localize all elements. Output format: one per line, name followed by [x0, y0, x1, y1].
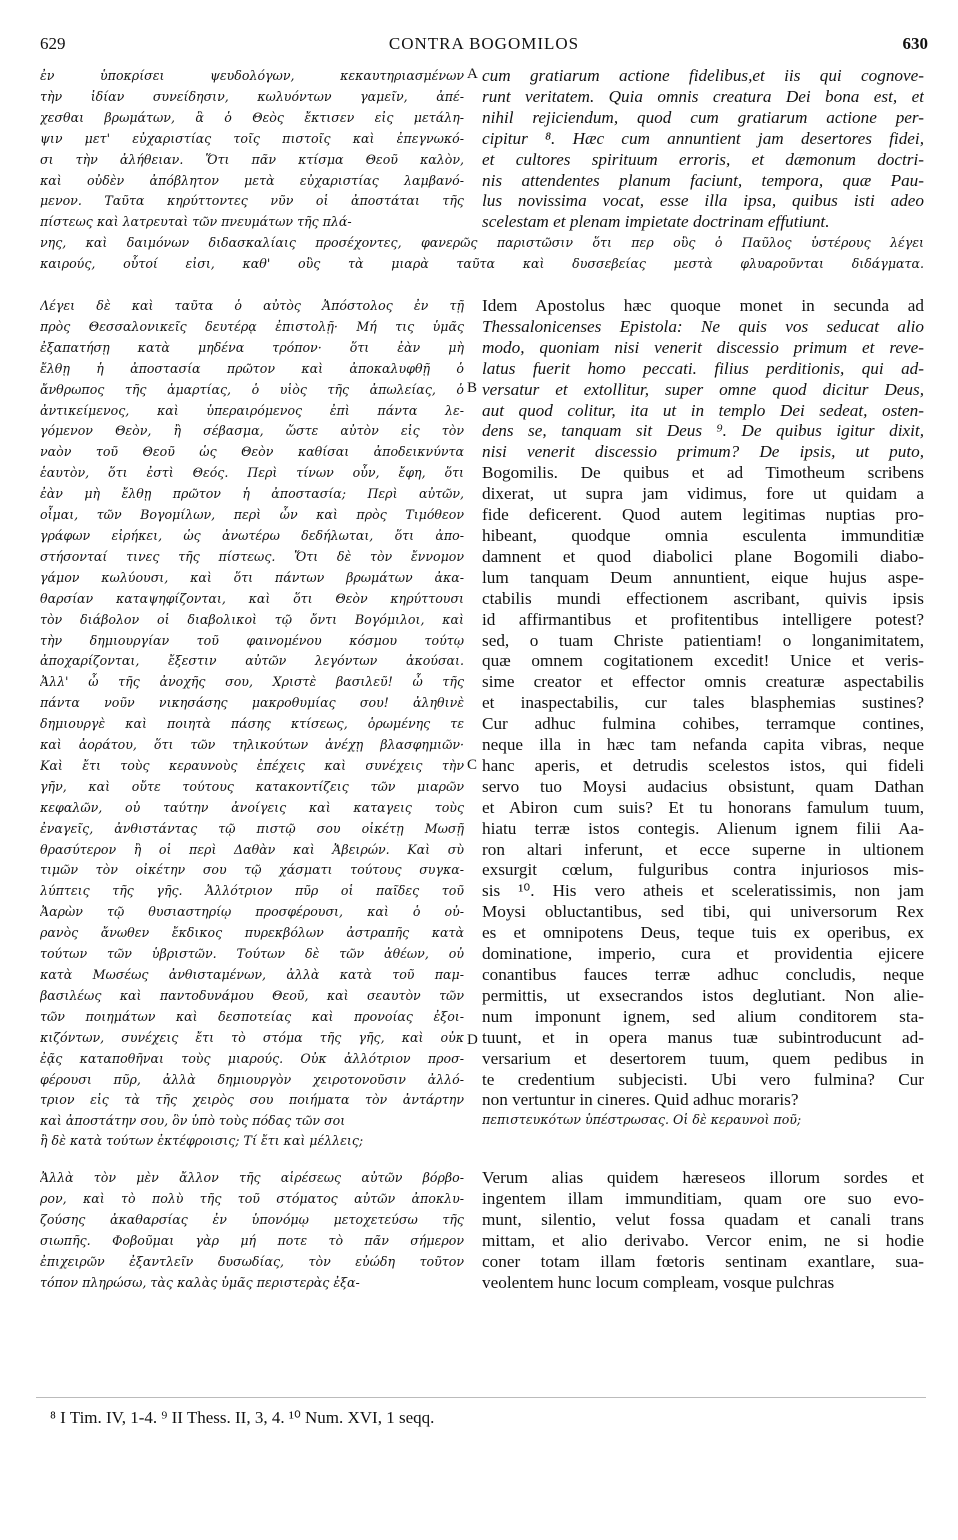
text-line: dominatione, imperio, cura et providentia ejicere [482, 944, 924, 964]
text-line: hibeant, quodque omnia esculenta immunditiæ [482, 525, 924, 545]
text-line: ron altari inferunt, et ecce superne in ultionem [482, 839, 924, 859]
text-line: versarium et desertorem tuum, quem pedibus in [482, 1048, 924, 1068]
text-line: ἐναγεῖς, ἀνθιστάντας τῷ πιστῷ σου οἰκέτῃ Μωσῇ [40, 820, 464, 836]
margin-marker-a: A [467, 66, 478, 82]
text-line: mittam, et alio derivabo. Vercor enim, ne si hodie [482, 1230, 924, 1250]
text-line: Ἀλλὰ τὸν μὲν ἄλλον τῆς αἱρέσεως αὐτῶν βόρβο- [40, 1170, 464, 1185]
margin-marker-d: D [467, 1032, 478, 1048]
text-line: dixerat, ut supra jam vidimus, fore ut quidam a [482, 484, 924, 504]
text-line: ζούσης ἀκαθαρσίας ἐν ὑπονόμῳ μετοχετεύσω τῆς [40, 1211, 464, 1227]
text-line: γόμενον Θεὸν, ἢ σέβασμα, ὥστε αὐτὸν εἰς τὸν [40, 423, 464, 439]
text-line: πρὸς Θεσσαλονικεῖς δευτέρᾳ ἐπιστολῇ· Μή τις ὑμᾶς [40, 318, 464, 334]
text-line: ἀντικείμενος, καὶ ὑπεραιρόμενος ἐπὶ πάντα λε- [40, 402, 464, 418]
text-line: λύπτεις τῆς γῆς. Ἀλλότριον πῦρ οἱ παῖδες τοῦ [40, 883, 464, 899]
text-line: θρασύτερον ἢ οἱ περὶ Δαθὰν καὶ Ἀβειρών. Καὶ σὺ [40, 841, 464, 857]
text-line: καὶ ἀοράτου, ὅτι τῶν τηλικούτων ἀνέχῃ βλασφημιῶν· [40, 737, 464, 753]
text-line: τριον εἰς τὰ τῆς χειρὸς σου ποιήματα τὸν ἀντάρτην [40, 1092, 464, 1108]
text-line: ἄνθρωπος τῆς ἁμαρτίας, ὁ υἱὸς τῆς ἀπωλείας, ὁ [40, 381, 464, 397]
text-line: γάμον κωλύουσι, καὶ ὅτι πάντων βρωμάτων ἀκα- [40, 569, 464, 585]
page-header [40, 34, 928, 58]
text-line: sis ¹⁰. His vero atheis et sceleratissimis, non jam [482, 881, 924, 901]
text-line: fide deficerent. Quod autem legitimas nuptias pro- [482, 505, 924, 525]
text-line: στήσονταί τινες τῆς πίστεως. Ὅτι δὲ τὸν ἔννομον [40, 548, 464, 564]
text-line: aut quod colitur, ita ut in templo Dei sedeat, osten- [482, 400, 924, 420]
text-line: munt, silentio, velut fossa quadam et canali trans [482, 1209, 924, 1229]
text-line: ctabilis mundi effectionem ascribant, quivis ipsis [482, 588, 924, 608]
text-line: es et omnipotens Deus, teque tuis ex operibus, ex [482, 923, 924, 943]
text-line: ingentem illam immunditiam, quam ore suo evo- [482, 1188, 924, 1208]
text-line: non vertuntur in cineres. Quid adhuc moraris? [482, 1090, 799, 1110]
text-line: hanc aperis, et detrudis scelestos istos, qui fideli [482, 755, 924, 775]
text-line: Bogomilis. De quibus et ad Timotheum scribens [482, 463, 924, 483]
text-line: Thessalonicenses Epistola: Ne quis vos seducat alio [482, 316, 924, 336]
margin-marker-c: C [467, 757, 478, 773]
text-line: permittis, ut exsecrandos istos deglutiant. Non alie- [482, 985, 924, 1005]
text-line: et Abiron cum suis? Et tu honorans famulum tuum, [482, 797, 924, 817]
text-line: χεσθαι βρωμάτων, ἃ ὁ Θεὸς ἔκτισεν εἰς μετάλη- [40, 109, 464, 125]
page-number-left: 629 [40, 34, 66, 53]
text-line: dens se, tanquam sit Deus ⁹. De quibus igitur dixit, [482, 421, 924, 441]
page-number-right: 630 [902, 34, 928, 53]
text-line: et cultores spirituum erroris, et dæmonum doctri- [482, 149, 924, 169]
text-line: lum tanquam Deum annuntient, eique hujus aspe- [482, 567, 924, 587]
text-line: versatur et extollitur, super omne quod dicitur Deus, [482, 379, 924, 399]
text-line: καὶ οὐδὲν ἀπόβλητον μετὰ εὐχαριστίας λαμβανό- [40, 172, 464, 188]
text-line: ρον, καὶ τὸ πολὺ τῆς τοῦ στόματος αὐτῶν ἀποκλυ- [40, 1190, 464, 1206]
text-line: Cur adhuc fulmina cohibes, terramque contines, [482, 714, 924, 734]
text-line: coner totam illam fœtoris sentinam exantlare, sua- [482, 1251, 924, 1271]
text-line: cipitur ⁸. Hæc cum annuntient jam desertores fidei, [482, 128, 924, 148]
text-line: ἐπιχειρῶν ἐξαντλεῖν δυσωδίας, τὸν εὐώδη τοῦτον [40, 1253, 464, 1269]
text-line: runt veritatem. Quia omnis creatura Dei bona est, et [482, 86, 924, 106]
text-line: ἑαυτὸν, ὅτι ἐστὶ Θεός. Περὶ τίνων οὖν, ἔφη, ὅτι [40, 465, 464, 481]
text-line: τόπον πληρώσω, τὰς καλὰς ὑμᾶς περιστερὰς ἐξα- [40, 1274, 360, 1290]
greek-column-main [40, 296, 464, 1132]
text-line: βασιλέως καὶ παντοδυνάμου Θεοῦ, καὶ σεαυτὸν τῶν [40, 987, 464, 1003]
text-line: θαρσίαν καταψηφίζονται, καὶ ὅτι Θεὸν κηρύττουσι [40, 590, 464, 606]
text-line: damnent et quod diabolici plane Bogomili diabo- [482, 546, 924, 566]
text-line: nisi venerit discessio primum? De ipsis, ut puto, [482, 442, 924, 462]
text-line: τιμῶν τὸν οἰκέτην σου τῷ χάσματι τούτους συγκα- [40, 862, 464, 878]
text-line: ναὸν τοῦ Θεοῦ ὡς Θεὸν καθίσαι ἀποδεικνύντα [40, 444, 464, 460]
text-line: Ἀαρὼν τῷ θυσιαστηρίῳ προσφέρουσι, καὶ ὁ οὐ- [40, 904, 464, 920]
greek-column-upper [40, 66, 464, 233]
text-line: καὶ ἀποστάτην σου, ὃν ὑπὸ τοὺς πόδας τῶν σοι [40, 1113, 346, 1129]
text-line: exsurgit cœlum, fulguribus contra injuriosos mis- [482, 860, 924, 880]
text-line: hiatu terræ istos contegis. Alienum ignem filii Aa- [482, 818, 924, 838]
text-line: ἐὰν μὴ ἔλθῃ πρῶτον ἡ ἀποστασία; Περὶ αὐτῶν, [40, 486, 464, 502]
text-line: γῆν, καὶ οὔτε τούτους κατακοντίζεις τῶν μιαρῶν [40, 778, 464, 794]
text-line: ψιν μετ' εὐχαριστίας τοῖς πιστοῖς καὶ ἐπεγνωκό- [40, 130, 464, 146]
running-title: CONTRA BOGOMILOS [388, 34, 580, 53]
text-line: servo tuo Moysi audacius obsistunt, quam Dathan [482, 776, 924, 796]
text-line: neque illa in hæc tam nefanda capita vibras, neque [482, 735, 924, 755]
margin-marker-b: B [467, 380, 478, 396]
text-line: κεφαλῶν, οὐ ταύτην ἀνοίγεις καὶ καταγεις τοὺς [40, 799, 464, 815]
text-line: σιωπῆς. Φοβοῦμαι γὰρ μή ποτε τὸ πᾶν σήμερον [40, 1232, 464, 1248]
text-line: ἢ δὲ κατὰ τούτων ἐκτέφροισις; Τί ἔτι καὶ μέλλεις; [40, 1133, 364, 1148]
greek-column-end [40, 1131, 464, 1152]
text-line: ἐξαπατήσῃ κατὰ μηδένα τρόπον· ὅτι ἐὰν μὴ [40, 339, 464, 355]
text-line: τῶν ποιημάτων καὶ δεσποτείας καὶ προνοίας ἐξοι- [40, 1008, 464, 1024]
text-line: ἐν ὑποκρίσει ψευδολόγων, κεκαυτηριασμένων [40, 68, 464, 83]
text-line: veolentem hunc locum compleam, vosque pulchras [482, 1272, 835, 1292]
text-line: ἔλθῃ ἡ ἀποστασία πρῶτον καὶ ἀποκαλυφθῇ ὁ [40, 360, 464, 376]
text-line: modo, quoniam nisi venerit discessio primum et reve- [482, 337, 924, 357]
text-line: Ἀλλ' ὦ τῆς ἀνοχῆς σου, Χριστὲ βασιλεῦ! ὦ τῆς [40, 674, 464, 690]
text-line: κιζόντων, συνέχεις ἔτι τὸ στόμα τῆς γῆς, καὶ οὐκ [40, 1029, 464, 1045]
greek-column-lower [40, 1168, 464, 1293]
text-line: νης, καὶ δαιμόνων διδασκαλίαις προσέχοντες, φανερῶς παριστῶσιν ὅτι περ οὓς ὁ Παῦλος ὑστέρους λέγει [40, 235, 924, 250]
text-line: num imponunt ignem, sed alium conditorem sta- [482, 1006, 924, 1026]
text-line: τὴν ἰδίαν συνείδησιν, κωλυόντων γαμεῖν, ἀπέ- [40, 88, 464, 104]
text-line: ἐᾷς καταποθῆναι τοὺς μιαρούς. Οὐκ ἀλλότριον προσ- [40, 1050, 464, 1066]
greek-tail-line [482, 1110, 924, 1131]
text-line: nihil rejiciendum, quod cum gratiarum actione per- [482, 107, 924, 127]
text-line: καιρούς, οὗτοί εἰσι, καθ' οὓς τὰ μιαρὰ ταῦτα καὶ δυσσεβείας μεστὰ φλυαροῦνται διδάγματα. [40, 255, 924, 271]
text-line: latus fuerit homo peccati. filius perditionis, qui ad- [482, 358, 924, 378]
text-line: Verum alias quidem hæreseos illorum sordes et [482, 1168, 924, 1187]
latin-column-lower [482, 1168, 924, 1293]
text-line: σι τὴν ἀλήθειαν. Ὅτι πᾶν κτίσμα Θεοῦ καλὸν, [40, 151, 464, 167]
text-line: id affirmantibus et profitentibus intelligere potest? [482, 609, 924, 629]
greek-tail-text: πεπιστευκότων ὑπέστρωσας. Οἱ δὲ κεραυνοὶ ποῦ; [482, 1112, 802, 1127]
text-line: τὴν δημιουργίαν τοῦ φαινομένου κόσμου τούτῳ [40, 632, 464, 648]
text-line: ἀποχαρίζονται, ἔξεστιν αὐτῶν λεγόντων ἀκούσαι. [40, 653, 464, 669]
text-line: Καὶ ἔτι τοὺς κεραυνοὺς ἐπέχεις καὶ συνέχεις τὴν [40, 757, 464, 773]
text-line: Λέγει δὲ καὶ ταῦτα ὁ αὐτὸς Ἀπόστολος ἐν τῇ [40, 298, 464, 313]
footnotes: ⁸ I Tim. IV, 1-4. ⁹ II Thess. II, 3, 4. ¹⁰ Num. XVI, 1 seqq. [50, 1408, 435, 1427]
text-line: sed, o tuam Christe patientiam! o longanimitatem, [482, 630, 924, 650]
text-line: te credentium subjecisti. Ubi vero fulmina? Cur [482, 1069, 924, 1089]
text-line: Idem Apostolus hæc quoque monet in secunda ad [482, 296, 924, 315]
text-line: et inaspectabilis, cur tales blasphemias sustines? [482, 693, 924, 713]
text-line: κατὰ Μωσέως ἀνθισταμένων, ἀλλὰ κατὰ τοῦ παμ- [40, 967, 464, 982]
text-line: cum gratiarum actione fidelibus,et iis qui cognove- [482, 66, 924, 85]
text-line: πίστεως καὶ λατρευταὶ τῶν πνευμάτων τῆς πλά- [40, 214, 352, 230]
text-line: lus novissima vocat, esse illa ipsa, quibus isti adeo [482, 191, 924, 211]
text-line: τὸν διάβολον οἱ διαβολικοὶ τῷ ὄντι Βογόμιλοι, καὶ [40, 611, 464, 627]
text-line: δημιουργὲ καὶ ποιητὰ πάσης κτίσεως, ὁρωμένης τε [40, 716, 464, 732]
text-line: τούτων τῶν ὑβριστῶν. Τούτων δὲ τῶν ἀθέων, οὐ [40, 946, 464, 962]
text-line: scelestam et plenam impietate doctrinam effutiunt. [482, 212, 830, 232]
text-line: γράφων εἰρήκει, ὡς ἀνωτέρω δεδήλωται, ὅτι ἀπο- [40, 527, 464, 543]
text-line: οἶμαι, τῶν Βογομίλων, περὶ ὧν καὶ πρὸς Τιμόθεον [40, 507, 464, 523]
text-line: nis attendentes planum faciunt, tempora, quæ Pau- [482, 170, 924, 190]
text-line: μενον. Ταῦτα κηρύττοντες νῦν οἱ ἀποστάται τῆς [40, 193, 464, 209]
text-line: tuunt, et in opera manus tuæ subintroducunt ad- [482, 1027, 924, 1047]
text-line: sime creator et effector omnis creaturæ aspectabilis [482, 672, 924, 692]
text-line: ρανὸς ἄνωθεν ἔκδικος πυρεκβόλων ἀστραπῆς κατὰ [40, 925, 464, 941]
footnote-rule [36, 1397, 926, 1398]
latin-column-upper [482, 66, 924, 233]
text-line: Moysi obluctantibus, sed tibi, qui universorum Rex [482, 902, 924, 922]
text-line: quæ omnem cogitationem excedit! Unice et veris- [482, 651, 924, 671]
text-line: conantibus fauces terræ adhuc concludis, neque [482, 965, 924, 984]
text-line: φέρουσι πῦρ, ἀλλὰ δημιουργὸν χειροτονοῦσιν ἀλλό- [40, 1071, 464, 1087]
latin-column-main [482, 296, 924, 1111]
greek-full-width-block [40, 233, 924, 275]
text-line: πάντα νοῦν νικησάσης μακροθυμίας σου! ἀληθινὲ [40, 695, 464, 711]
